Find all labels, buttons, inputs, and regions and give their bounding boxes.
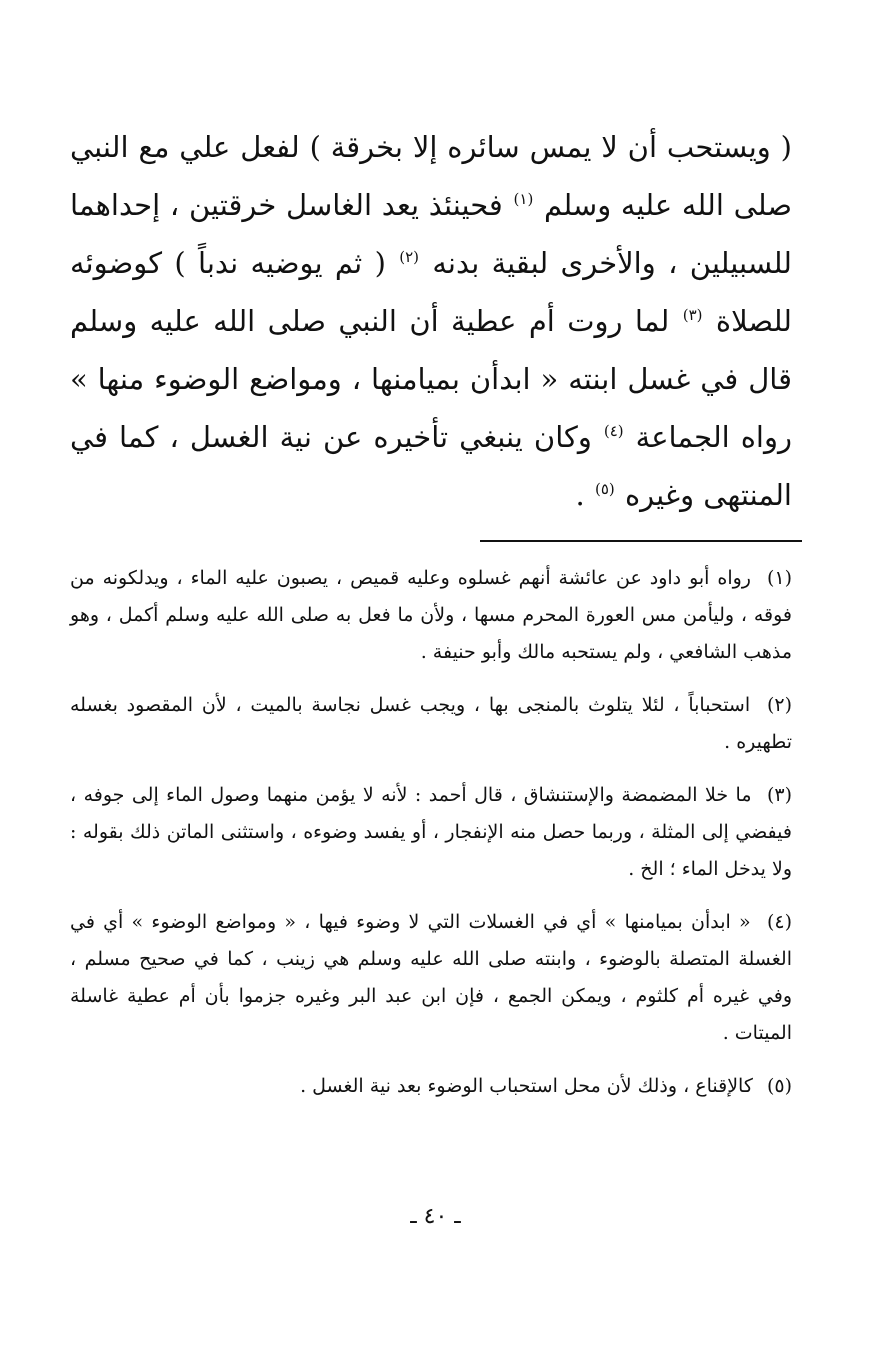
footnote-text: ما خلا المضمضة والإستنشاق ، قال أحمد : لأنه لا يؤمن منهما وصول الماء إلى جوفه ، فيفضي إلى المثلة ، وربما حصل منه الإنفجار ، أو يفسد وضوءه ، واستثنى الماتن ذلك بقوله : ولا يدخل الماء ؛ الخ . (70, 784, 792, 880)
main-text (70, 118, 792, 524)
footnote-text: « ابدأن بميامنها » أي في الغسلات التي لا وضوء فيها ، « ومواضع الوضوء » أي في الغسلة المتصلة بالوضوء ، وابنته صلى الله عليه وسلم هي زينب ، كما في صحيح مسلم ، وفي غيره أم كلثوم ، ويمكن الجمع ، فإن ابن عبد البر وغيره جزموا بأن أم عطية غاسلة الميتات . (70, 911, 792, 1044)
main-text-part-6: . (575, 478, 585, 512)
footnotes (70, 560, 792, 1121)
footnote-ref-1[interactable]: (١) (513, 190, 534, 209)
footnote-3 (70, 777, 792, 888)
footnote-number: (٤) (766, 911, 792, 933)
footnote-ref-3[interactable]: (٣) (682, 306, 703, 325)
footnote-number: (٥) (766, 1075, 792, 1097)
main-text-part-4: لما روت أم عطية أن النبي صلى الله عليه وسلم قال في غسل ابنته « ابدأن بميامنها ، ومواضع الوضوء منها » رواه الجماعة (70, 304, 792, 454)
footnote-text: كالإقناع ، وذلك لأن محل استحباب الوضوء بعد نية الغسل . (300, 1075, 753, 1097)
main-text-part-5: وكان ينبغي تأخيره عن نية الغسل ، كما في المنتهى وغيره (70, 420, 792, 512)
footnote-2 (70, 687, 792, 761)
footnote-5 (70, 1068, 792, 1105)
page-number: ـ ٤٠ ـ (410, 1204, 461, 1229)
footnote-1 (70, 560, 792, 671)
footnote-number: (٣) (766, 784, 793, 806)
footnote-ref-4[interactable]: (٤) (603, 422, 624, 441)
main-text-part-3: ( ثم يوضيه ندباً ) كوضوئه للصلاة (70, 246, 793, 338)
footnote-ref-2[interactable]: (٢) (399, 248, 420, 267)
main-text-part-2: فحينئذ يعد الغاسل خرقتين ، إحداهما للسبيلين ، والأخرى لبقية بدنه (70, 188, 793, 280)
footnote-4 (70, 904, 792, 1052)
footnote-number: (١) (766, 567, 792, 589)
footnote-separator (480, 540, 802, 542)
footnote-text: رواه أبو داود عن عائشة أنهم غسلوه وعليه قميص ، يصبون عليه الماء ، ويدلكونه من فوقه ، وليأمن مس العورة المحرم مسها ، ولأن ما فعل به صلى الله عليه وسلم أكمل ، وهو مذهب الشافعي ، ولم يستحبه مالك وأبو حنيفة . (70, 567, 792, 663)
footnote-text: استحباباً ، لئلا يتلوث بالمنجى بها ، ويجب غسل نجاسة بالميت ، لأن المقصود بغسله تطهيره . (70, 694, 792, 753)
footnote-number: (٢) (766, 694, 792, 716)
footnote-ref-5[interactable]: (٥) (594, 480, 615, 499)
main-text-part-1: ( ويستحب أن لا يمس سائره إلا بخرقة ) لفعل علي مع النبي صلى الله عليه وسلم (70, 130, 793, 222)
